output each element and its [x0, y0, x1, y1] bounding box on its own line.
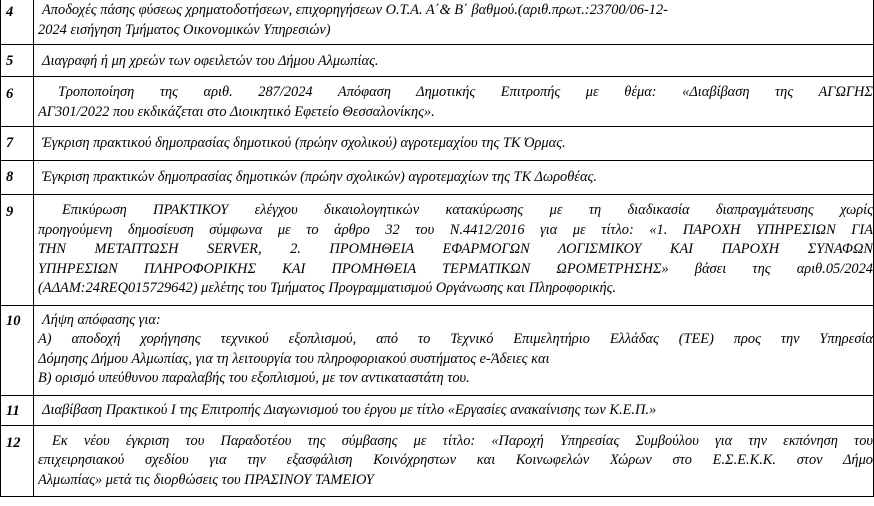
text-line: Έγκριση πρακτικού δημοπρασίας δημοτικού (πρώην σχολικού) αγροτεμαχίου της ΤΚ Όρμας.	[42, 135, 566, 151]
table-row	[1, 395, 874, 425]
table-row	[1, 45, 874, 77]
row-number: 4	[1, 0, 34, 45]
row-number: 10	[1, 305, 34, 395]
row-text	[34, 305, 874, 395]
text-line: ΤΗΝ ΜΕΤΑΠΤΩΣΗ SERVER, 2. ΠΡΟΜΗΘΕΙΑ ΕΦΑΡΜΟΓΩΝ ΛΟΓΙΣΜΙΚΟΥ ΚΑΙ ΠΑΡΟΧΗ ΣΥΝΑΦΩΝ	[38, 241, 873, 257]
row-number: 11	[1, 395, 34, 425]
row-text	[34, 161, 874, 195]
row-text	[34, 195, 874, 306]
table-row	[1, 127, 874, 161]
text-line: Αποδοχές πάσης φύσεως χρηματοδοτήσεων, επιχορηγήσεων Ο.Τ.Α. Α΄& Β΄ βαθμού.(αριθ.πρωτ.:23700/06-12-	[42, 2, 668, 18]
text-line: Δόμησης Δήμου Αλμωπίας, για τη λειτουργία του πληροφοριακού συστήματος e-Άδειες και	[38, 350, 550, 367]
row-number: 6	[1, 77, 34, 127]
table-row	[1, 161, 874, 195]
text-line: Τροποποίηση της αριθ. 287/2024 Απόφαση Δημοτικής Επιτροπής με θέμα: «Διαβίβαση της ΑΓΩΓΗΣ	[58, 84, 873, 100]
table-row	[1, 0, 874, 45]
table-row	[1, 425, 874, 497]
text-line: Β) ορισμό υπεύθυνου παραλαβής του εξοπλισμού, με τον αντικαταστάτη του.	[38, 370, 470, 386]
text-line: Διαβίβαση Πρακτικού Ι της Επιτροπής Διαγωνισμού του έργου με τίτλο «Εργασίες ανακαίνισης των Κ.Ε.Π.»	[42, 401, 657, 418]
row-number: 9	[1, 195, 34, 306]
text-line: Έγκριση πρακτικών δημοπρασίας δημοτικών (πρώην σχολικών) αγροτεμαχίων της ΤΚ Δωροθέας.	[42, 169, 597, 185]
table-row	[1, 195, 874, 306]
row-text	[34, 127, 874, 161]
text-line: Επικύρωση ΠΡΑΚΤΙΚΟΥ ελέγχου δικαιολογητικών κατακύρωσης με τη διαδικασία διαπραγμάτευσης χωρίς	[62, 202, 873, 218]
text-line: επιχειρησιακού σχεδίου για την εξασφάλιση Κοινόχρηστων και Κοινωφελών Χώρων στο Ε.Σ.Ε.Κ.Κ. στον Δήμο	[38, 452, 873, 468]
text-line: Λήψη απόφασης για:	[42, 311, 161, 328]
text-line: Αλμωπίας» μετά τις διορθώσεις του ΠΡΑΣΙΝΟΥ ΤΑΜΕΙΟΥ	[38, 471, 374, 488]
table-row	[1, 305, 874, 395]
row-text	[34, 395, 874, 425]
row-text	[34, 45, 874, 77]
text-line: Α) αποδοχή χορήγησης τεχνικού εξοπλισμού, από το Τεχνικό Επιμελητήριο Ελλάδας (ΤΕΕ) προς την Υπηρεσία	[38, 331, 873, 347]
row-number: 8	[1, 161, 34, 195]
row-number: 5	[1, 45, 34, 77]
row-number: 7	[1, 127, 34, 161]
text-line: Εκ νέου έγκριση του Παραδοτέου της σύμβασης με τίτλο: «Παροχή Υπηρεσίας Συμβούλου για την εκπόνηση του	[52, 432, 873, 449]
text-line: προηγούμενη δημοσίευση σύμφωνα με το άρθρο 32 του Ν.4412/2016 για με τίτλο: «1. ΠΑΡΟΧΗ ΥΠΗΡΕΣΙΩΝ ΓΙΑ	[38, 221, 873, 238]
text-line: (ΑΔΑΜ:24REQ015729642) μελέτης του Τμήματος Προγραμματισμού Οργάνωσης και Πληροφορικής.	[38, 280, 617, 296]
row-text	[34, 425, 874, 497]
table-row	[1, 77, 874, 127]
text-line: 2024 εισήγηση Τμήματος Οικονομικών Υπηρεσιών)	[38, 21, 331, 38]
row-text	[34, 77, 874, 127]
row-text	[34, 0, 874, 45]
text-line: Διαγραφή ή μη χρεών των οφειλετών του Δήμου Αλμωπίας.	[42, 53, 379, 69]
text-line: ΥΠΗΡΕΣΙΩΝ ΠΛΗΡΟΦΟΡΙΚΗΣ ΚΑΙ ΠΡΟΜΗΘΕΙΑ ΤΕΡΜΑΤΙΚΩΝ ΩΡΟΜΕΤΡΗΣΗΣ» βάσει της αριθ.05/2024	[38, 260, 873, 277]
row-number: 12	[1, 425, 34, 497]
text-line: ΑΓ301/2022 που εκδικάζεται στο Διοικητικό Εφετείο Θεσσαλονίκης».	[38, 103, 435, 120]
